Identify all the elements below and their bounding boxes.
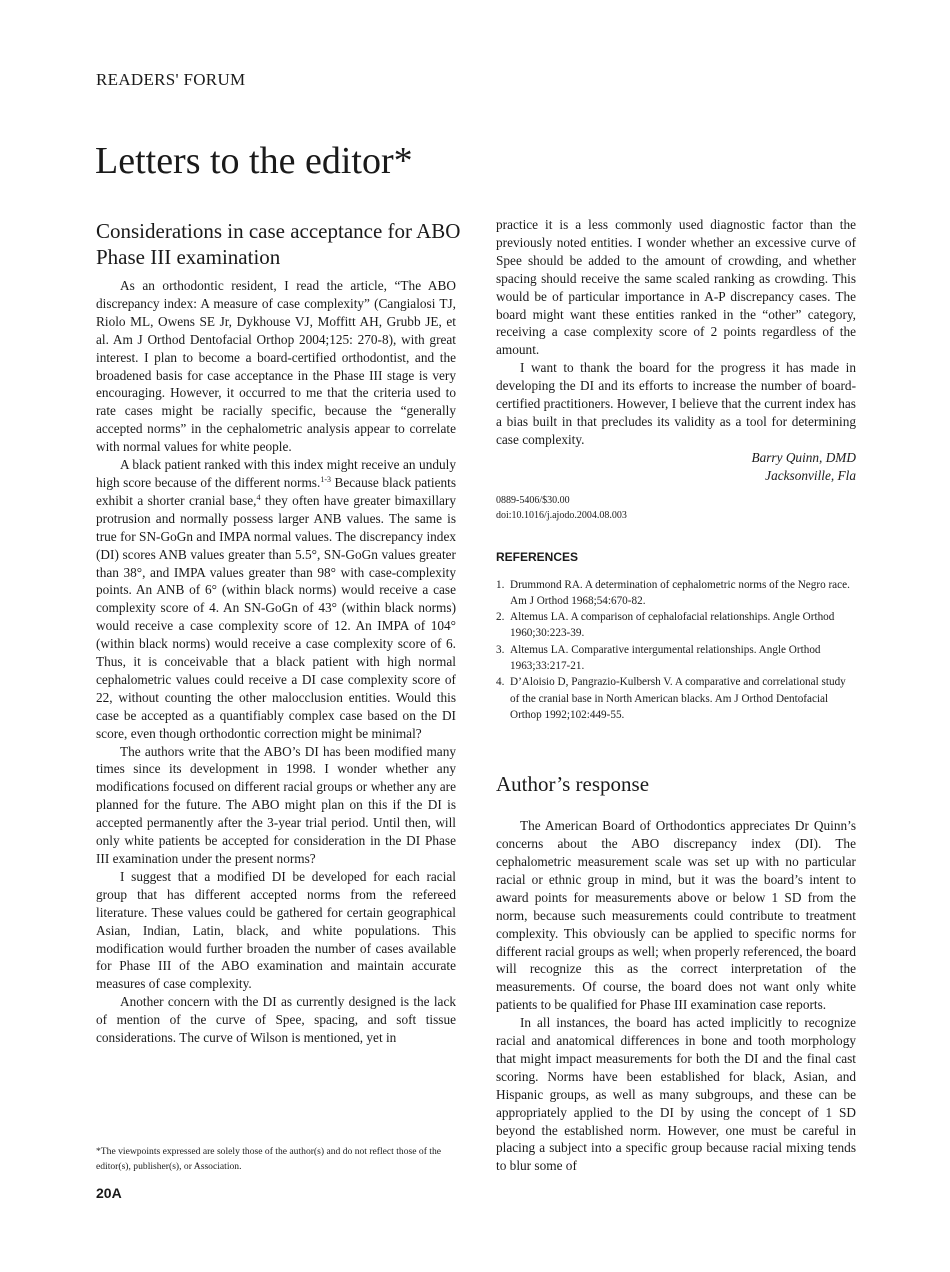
article-meta xyxy=(496,493,856,523)
page-title: Letters to the editor* xyxy=(95,140,413,182)
response-title: Author’s response xyxy=(496,772,650,797)
reference-item xyxy=(496,577,856,610)
price-code: 0889-5406/$30.00 xyxy=(496,494,570,506)
footnote: *The viewpoints expressed are solely those of the author(s) and do not reflect those of the editor(s), publisher(s), or Association. xyxy=(96,1146,442,1172)
letter-paragraph: I suggest that a modified DI be developed for each racial group that has different accepted norms from the refereed literature. These values could be gathered for certain geographical Asian, Indian, Latin, black, and white populations. This modification would further broaden the number of cases available for Phase III of the ABO examination and maintain accurate measures of case complexity. xyxy=(96,868,456,992)
letter-paragraph xyxy=(96,456,456,743)
reference-item xyxy=(496,674,856,723)
reference-text: D’Aloisio D, Pangrazio-Kulbersh V. A comparative and correlational study of the cranial base in North American blacks. Am J Orthod Dentofacial Orthop 1992;102:449-55. xyxy=(510,676,846,721)
reference-number: 3. xyxy=(496,643,505,656)
letter-paragraph: Another concern with the DI as currently designed is the lack of mention of the curve of Spee, spacing, and soft tissue considerations. The curve of Wilson is mentioned, yet in xyxy=(96,994,456,1046)
reference-number: 1. xyxy=(496,578,505,591)
letter-paragraph: I want to thank the board for the progress it has made in developing the DI and its efforts to increase the number of board-certified practitioners. However, I believe that the current index has a bias built in that precludes its validity as a tool for determining case complexity. xyxy=(496,360,856,447)
letter-text: they often have greater bimaxillary protrusion and normally possess larger ANB values. The same is true for SN-GoGn and IMPA normal values. The discrepancy index (DI) scores ANB values greater than 5.5°, SN-GoGn values greater than 38°, and IMPA values greater than 98° with case-complexity points. An ANB of 6° (within black norms) would receive a case complexity score of 4. An SN-GoGn of 43° (within black norms) would receive a case complexity score of 12. An IMPA of 104° (within black norms) would receive a case complexity score of 6. Thus, it is conceivable that a black patient with high normal cephalometric values could receive a DI case complexity score of 22, without counting the other malocclusion entities. Would this case be accepted as a quantifiably complex case based on the DI score, even though orthodontic correction might be minimal? xyxy=(96,492,456,741)
letter-text: Because black patients exhibit a shorter cranial base, xyxy=(96,474,456,508)
reference-text: Drummond RA. A determination of cephalometric norms of the Negro race. Am J Orthod 1968;54:670-82. xyxy=(510,578,850,607)
section-label: READERS' FORUM xyxy=(96,70,246,89)
references-list xyxy=(496,577,856,724)
letter-paragraph: As an orthodontic resident, I read the article, “The ABO discrepancy index: A measure of case complexity” (Cangialosi TJ, Riolo ML, Owens SE Jr, Dykhouse VJ, Moffitt AH, Grubb JE, et al. Am J Orthod Dentofacial Orthop 2004;125: 270-8), with great interest. I plan to become a board-certified orthodontist, and the broadened basis for case acceptance in the Phase III stage is very encouraging. However, it occurred to me that the criteria used to rate cases might be racially specific, because the “generally accepted norms” in the cephalometric analysis appear to correlate with normal values for white people. xyxy=(96,278,456,455)
letter-paragraph: practice it is a less commonly used diagnostic factor than the previously noted entities. I wonder whether an excessive curve of Spee should be added to the amount of crowding, and whether spacing should receive the same scaled ranking as crowding. This would be of particular importance in A-P discrepancy cases. The board might want these entities ranked in the “other” category, receiving a case complexity score of 2 points regardless of the amount. xyxy=(496,217,856,358)
right-column xyxy=(496,216,856,1175)
references-heading: REFERENCES xyxy=(496,549,579,564)
left-column xyxy=(96,277,456,1047)
page-number: 20A xyxy=(96,1185,122,1201)
citation-superscript: 1-3 xyxy=(320,474,331,484)
letter-text: A black patient ranked with this index might receive an unduly high score because of the different norms. xyxy=(96,457,456,490)
reference-text: Altemus LA. A comparison of cephalofacial relationships. Angle Orthod 1960;30:223-39. xyxy=(510,611,835,640)
reference-number: 4. xyxy=(496,676,505,689)
citation-superscript: 4 xyxy=(256,492,261,502)
reference-item xyxy=(496,642,856,675)
response-paragraph: In all instances, the board has acted implicitly to recognize racial and anatomical differences in bone and tooth morphology that might impact measurements for both the DI and the final cast scoring. Norms have been established for black, Asian, and Hispanic groups, as well as many subgroups, and these can be appropriately applied to the DI by using the concept of 1 SD beyond the established norm. However, one must be careful in placing a subject into a specific group because racial mixing tends to blur some of xyxy=(496,1015,856,1174)
reference-item xyxy=(496,609,856,642)
letter-title: Considerations in case acceptance for ABO Phase III examination xyxy=(96,219,461,269)
doi-link[interactable]: doi:10.1016/j.ajodo.2004.08.003 xyxy=(496,509,627,521)
signature-place: Jacksonville, Fla xyxy=(765,467,856,483)
reference-number: 2. xyxy=(496,611,505,624)
letter-paragraph: The authors write that the ABO’s DI has been modified many times since its development in 1998. I wonder whether any modifications focused on different racial groups or whether any are planned for the future. The ABO might plan on this if the DI is accepted permanently after the 3-year trial period. Until then, will only white patients be accepted for consideration in the DI Phase III examination under the present norms? xyxy=(96,743,456,866)
reference-text: Altemus LA. Comparative intergumental relationships. Angle Orthod 1963;33:217-21. xyxy=(510,643,821,672)
signature-name: Barry Quinn, DMD xyxy=(751,449,856,465)
response-paragraph: The American Board of Orthodontics appreciates Dr Quinn’s concerns about the ABO discrepancy index (DI). The cephalometric measurement scale was set up with no particular racial or ethnic group in mind, but it was the board’s intent to award points for measurements above or below 1 SD from the norm, because such measurements could contribute to treatment complexity. This obviously can be applied to specific norms for different racial groups as well; when properly referenced, the board will recognize this as the correct interpretation of the measurements. Of course, the board does not want only white patients to be qualified for Phase III examination case reports. xyxy=(496,818,856,1013)
